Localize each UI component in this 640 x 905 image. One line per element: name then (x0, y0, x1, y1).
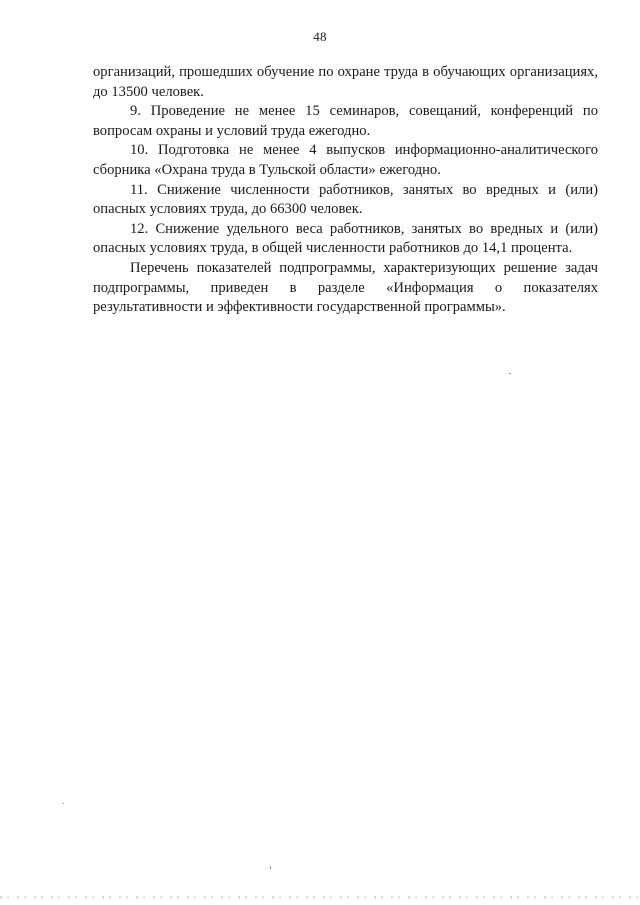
paragraph-continuation: организаций, прошедших обучение по охране труда в обучающих организациях, до 13500 человек. (93, 64, 598, 100)
paragraph-indicators: Перечень показателей подпрограммы, характеризующих решение задач подпрограммы, приведен в разделе «Информация о показателях результативности и эффективности государственной программы». (93, 259, 598, 316)
scan-edge-noise (0, 896, 640, 899)
scan-speck (270, 866, 271, 869)
page-number: 48 (313, 29, 327, 44)
scan-speck (509, 373, 511, 374)
scan-speck (63, 803, 64, 804)
document-body (93, 63, 598, 318)
paragraph-item-9: 9. Проведение не менее 15 семинаров, совещаний, конференций по вопросам охраны и условий труда ежегодно. (93, 103, 598, 139)
paragraph-item-10: 10. Подготовка не менее 4 выпусков информационно-аналитического сборника «Охрана труда в Тульской области» ежегодно. (93, 142, 598, 178)
paragraph-item-11: 11. Снижение численности работников, занятых во вредных и (или) опасных условиях труда, до 66300 человек. (93, 181, 598, 218)
paragraph-item-12: 12. Снижение удельного веса работников, занятых во вредных и (или) опасных условиях труда, в общей численности работников до 14,1 процента. (93, 220, 598, 257)
